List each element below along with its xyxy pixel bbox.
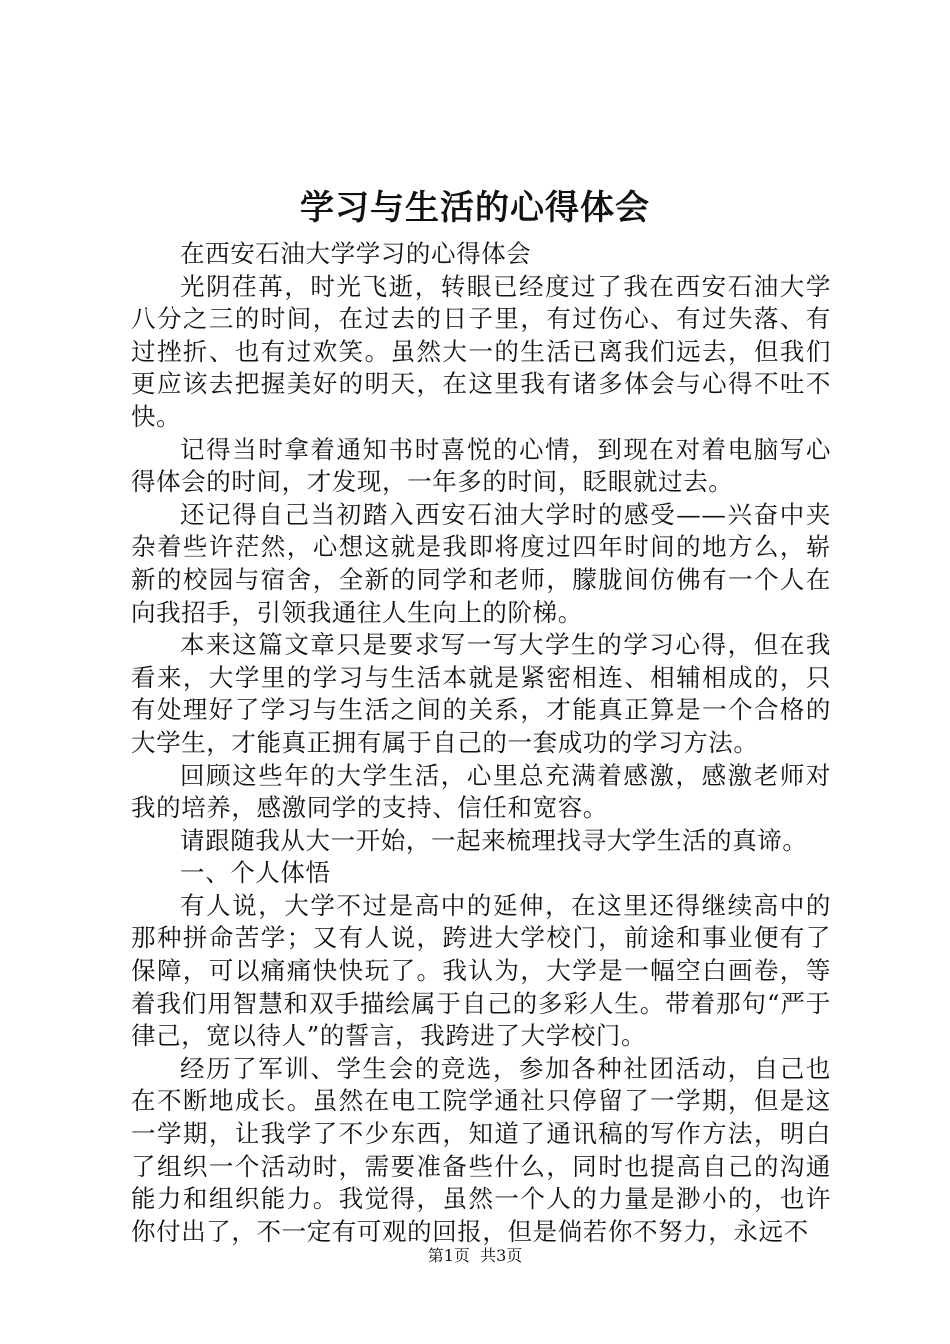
paragraph: 本来这篇文章只是要求写一写大学生的学习心得，但在我看来，大学里的学习与生活本就是紧密相连、相辅相成的，只有处理好了学习与生活之间的关系，才能真正算是一个合格的大学生，才能真正拥有属于自己的一套成功的学习方法。 (131, 630, 831, 757)
paragraph: 经历了军训、学生会的竞选，参加各种社团活动，自己也在不断地成长。虽然在电工院学通社只停留了一学期，但是这一学期，让我学了不少东西，知道了通讯稿的写作方法，明白了组织一个活动时，需要准备些什么，同时也提高自己的沟通能力和组织能力。我觉得，虽然一个人的力量是渺小的，也许你付出了，不一定有可观的回报，但是倘若你不努力，永远不 (131, 1053, 831, 1246)
paragraph: 还记得自己当初踏入西安石油大学时的感受——兴奋中夹杂着些许茫然，心想这就是我即将度过四年时间的地方么，崭新的校园与宿舍，全新的同学和老师，朦胧间仿佛有一个人在向我招手，引领我通往人生向上的阶梯。 (131, 499, 831, 627)
paragraph: 回顾这些年的大学生活，心里总充满着感激，感激老师对我的培养，感激同学的支持、信任和宽容。 (131, 760, 831, 823)
paragraph-subtitle: 在西安石油大学学习的心得体会 (180, 239, 532, 268)
page-number-label: 第1页 共3页 (427, 1246, 523, 1265)
section-heading: 一、个人体悟 (180, 858, 331, 888)
paragraph: 记得当时拿着通知书时喜悦的心情，到现在对着电脑写心得体会的时间，才发现，一年多的时间，眨眼就过去。 (131, 434, 831, 497)
page-footer (0, 1245, 950, 1267)
paragraph: 光阴荏苒，时光飞逝，转眼已经度过了我在西安石油大学八分之三的时间，在过去的日子里，有过伤心、有过失落、有过挫折、也有过欢笑。虽然大一的生活已离我们远去，但我们更应该去把握美好的明天，在这里我有诸多体会与心得不吐不快。 (131, 271, 831, 431)
paragraph: 请跟随我从大一开始，一起来梳理找寻大学生活的真谛。 (180, 825, 808, 855)
paragraph: 有人说，大学不过是高中的延伸，在这里还得继续高中的那种拼命苦学；又有人说，跨进大学校门，前途和事业便有了保障，可以痛痛快快玩了。我认为，大学是一幅空白画卷，等着我们用智慧和双手描绘属于自己的多彩人生。带着那句“严于律己，宽以待人”的誓言，我跨进了大学校门。 (131, 890, 831, 1051)
document-title: 学习与生活的心得体会 (300, 188, 650, 228)
document-body (131, 238, 831, 1248)
